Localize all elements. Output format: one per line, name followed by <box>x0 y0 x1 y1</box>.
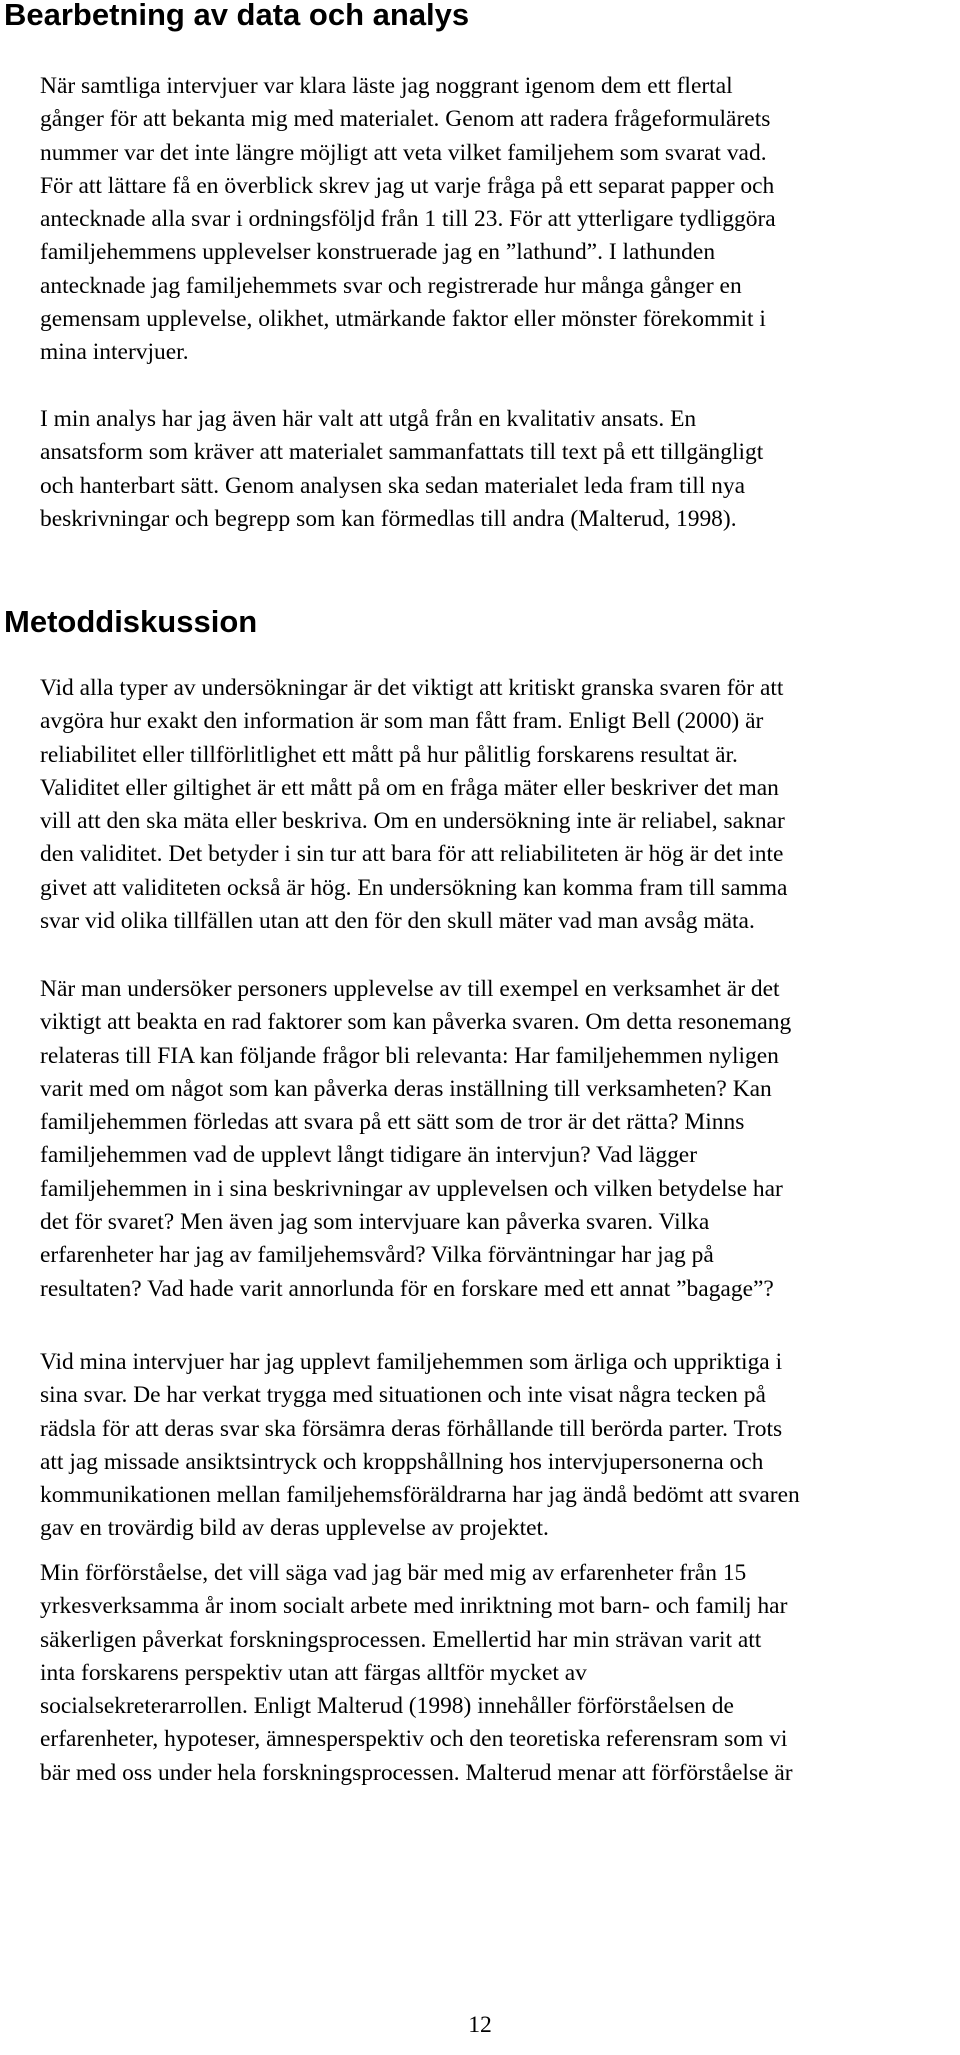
text-line: gånger för att bekanta mig med materialet. Genom att radera frågeformulärets <box>40 106 771 133</box>
text-line: familjehemmen vad de upplevt långt tidigare än intervjun? Vad lägger <box>40 1142 698 1169</box>
text-line: antecknade alla svar i ordningsföljd från 1 till 23. För att ytterligare tydliggöra <box>40 206 776 233</box>
text-line: familjehemmen in i sina beskrivningar av upplevelsen och vilken betydelse har <box>40 1175 783 1202</box>
text-line: rädsla för att deras svar ska försämra deras förhållande till berörda parter. Trots <box>40 1415 783 1442</box>
paragraph <box>40 70 960 370</box>
text-line: När man undersöker personers upplevelse av till exempel en verksamhet är det <box>40 976 780 1002</box>
text-line: ansatsform som kräver att materialet sammanfattats till text på ett tillgängligt <box>40 439 764 466</box>
text-line: sina svar. De har verkat trygga med situationen och inte visat några tecken på <box>40 1382 766 1409</box>
text-line: I min analys har jag även här valt att utgå från en kvalitativ ansats. En <box>40 406 697 432</box>
text-line: mina intervjuer. <box>40 339 189 366</box>
paragraph <box>40 973 960 1306</box>
text-line: socialsekreterarrollen. Enligt Malterud (1998) innehåller förförståelsen de <box>40 1693 734 1720</box>
text-line: kommunikationen mellan familjehemsföräldrarna har jag ändå bedömt att svaren <box>40 1482 800 1509</box>
text-line: Validitet eller giltighet är ett mått på om en fråga mäter eller beskriver det man <box>40 774 779 801</box>
text-line: Vid mina intervjuer har jag upplevt familjehemmen som ärliga och uppriktiga i <box>40 1349 783 1375</box>
paragraph <box>40 1346 960 1546</box>
text-line: den validitet. Det betyder i sin tur att bara för att reliabiliteten är hög är det inte <box>40 841 784 868</box>
text-line: För att lättare få en överblick skrev jag ut varje fråga på ett separat papper och <box>40 172 775 199</box>
paragraph <box>40 403 960 536</box>
text-line: resultaten? Vad hade varit annorlunda för en forskare med ett annat ”bagage”? <box>40 1275 774 1302</box>
text-line: och hanterbart sätt. Genom analysen ska sedan materialet leda fram till nya <box>40 472 746 499</box>
text-line: vill att den ska mäta eller beskriva. Om en undersökning inte är reliabel, saknar <box>40 808 785 835</box>
text-line: gemensam upplevelse, olikhet, utmärkande faktor eller mönster förekommit i <box>40 306 766 333</box>
text-line: När samtliga intervjuer var klara läste jag noggrant igenom dem ett flertal <box>40 73 733 99</box>
text-line: att jag missade ansiktsintryck och kroppshållning hos intervjupersonerna och <box>40 1448 764 1475</box>
text-line: det för svaret? Men även jag som intervjuare kan påverka svaren. Vilka <box>40 1209 710 1236</box>
text-line: familjehemmen förledas att svara på ett sätt som de tror är det rätta? Minns <box>40 1109 745 1136</box>
text-line: erfarenheter, hypoteser, ämnesperspektiv och den teoretiska referensram som vi <box>40 1726 788 1753</box>
text-line: viktigt att beakta en rad faktorer som kan påverka svaren. Om detta resonemang <box>40 1009 792 1036</box>
text-line: familjehemmens upplevelser konstruerade jag en ”lathund”. I lathunden <box>40 239 716 266</box>
text-line: antecknade jag familjehemmets svar och registrerade hur många gånger en <box>40 272 742 299</box>
text-line: nummer var det inte längre möjligt att veta vilket familjehem som svarat vad. <box>40 139 767 166</box>
text-line: givet att validiteten också är hög. En undersökning kan komma fram till samma <box>40 874 788 901</box>
text-line: erfarenheter har jag av familjehemsvård? Vilka förväntningar har jag på <box>40 1242 714 1269</box>
section-heading-method-discussion: Metoddiskussion <box>4 604 258 639</box>
text-line: inta forskarens perspektiv utan att färgas alltför mycket av <box>40 1659 587 1686</box>
text-line: varit med om något som kan påverka deras inställning till verksamheten? Kan <box>40 1075 772 1102</box>
text-line: relateras till FIA kan följande frågor bli relevanta: Har familjehemmen nyligen <box>40 1042 779 1069</box>
text-line: Vid alla typer av undersökningar är det viktigt att kritiskt granska svaren för att <box>40 675 784 701</box>
text-line: Min förförståelse, det vill säga vad jag bär med mig av erfarenheter från 15 <box>40 1560 747 1586</box>
text-line: säkerligen påverkat forskningsprocessen. Emellertid har min strävan varit att <box>40 1626 762 1653</box>
text-line: bär med oss under hela forskningsprocessen. Malterud menar att förförståelse är <box>40 1759 793 1786</box>
text-line: yrkesverksamma år inom socialt arbete med inriktning mot barn- och familj har <box>40 1593 788 1620</box>
page-number: 12 <box>468 2012 492 2038</box>
text-line: avgöra hur exakt den information är som man fått fram. Enligt Bell (2000) är <box>40 708 764 735</box>
text-line: gav en trovärdig bild av deras upplevelse av projektet. <box>40 1515 549 1542</box>
paragraph <box>40 672 960 938</box>
text-line: beskrivningar och begrepp som kan förmedlas till andra (Malterud, 1998). <box>40 505 737 532</box>
paragraph <box>40 1557 960 1790</box>
text-line: reliabilitet eller tillförlitlighet ett mått på hur pålitlig forskarens resultat är. <box>40 741 738 768</box>
text-line: svar vid olika tillfällen utan att den för den skull mäter vad man avsåg mäta. <box>40 908 755 935</box>
section-heading-analysis: Bearbetning av data och analys <box>4 0 470 32</box>
